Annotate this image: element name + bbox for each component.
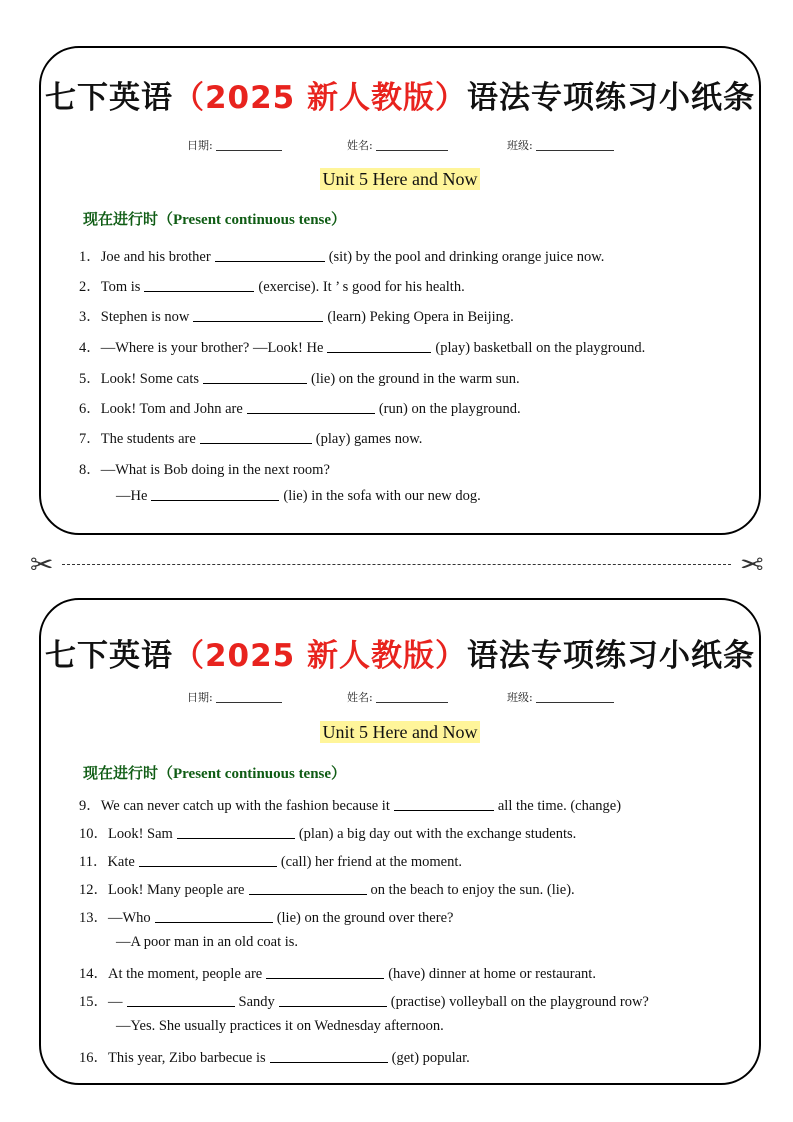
exercise-card-2	[39, 598, 761, 1085]
date-field	[187, 137, 282, 153]
question-15-reply: —Yes. She usually practices it on Wednesday afternoon.	[116, 1018, 444, 1034]
class-field	[507, 689, 614, 705]
answer-blank[interactable]	[279, 994, 387, 1007]
title-part1: 七下英语	[44, 80, 173, 116]
answer-blank[interactable]	[200, 431, 312, 444]
name-field	[347, 137, 448, 153]
question-14: 14．At the moment, people are (have) dinner at home or restaurant.	[79, 966, 596, 982]
question-8: 8．—What is Bob doing in the next room?	[79, 462, 330, 478]
name-field	[347, 689, 448, 705]
date-line[interactable]	[216, 692, 282, 703]
card-title	[41, 72, 759, 117]
answer-blank[interactable]	[266, 966, 384, 979]
question-7: 7．The students are (play) games now.	[79, 431, 423, 447]
question-11: 11．Kate (call) her friend at the moment.	[79, 854, 463, 870]
date-label: 日期:	[187, 139, 213, 152]
cut-line	[30, 549, 763, 581]
name-label: 姓名:	[347, 139, 373, 152]
answer-blank[interactable]	[249, 882, 367, 895]
date-line[interactable]	[216, 140, 282, 151]
answer-blank[interactable]	[270, 1050, 388, 1063]
question-8-reply: —He (lie) in the sofa with our new dog.	[116, 488, 481, 504]
exercise-card-1	[39, 46, 761, 535]
question-10: 10．Look! Sam (plan) a big day out with the exchange students.	[79, 826, 577, 842]
date-field	[187, 689, 282, 705]
answer-blank[interactable]	[177, 826, 295, 839]
scissors-icon: ✂	[30, 548, 54, 581]
question-9: 9．We can never catch up with the fashion because it all the time. (change)	[79, 798, 622, 814]
answer-blank[interactable]	[327, 340, 431, 353]
title-edition: （2025 新人教版）	[172, 80, 468, 116]
class-label: 班级:	[507, 139, 533, 152]
date-label: 日期:	[187, 691, 213, 704]
class-label: 班级:	[507, 691, 533, 704]
dashed-line	[62, 564, 731, 565]
question-5: 5．Look! Some cats (lie) on the ground in the warm sun.	[79, 371, 520, 387]
question-12: 12．Look! Many people are on the beach to enjoy the sun. (lie).	[79, 882, 575, 898]
class-line[interactable]	[536, 692, 614, 703]
unit-title: Unit 5 Here and Now	[41, 722, 759, 743]
unit-title: Unit 5 Here and Now	[41, 169, 759, 190]
answer-blank[interactable]	[394, 798, 494, 811]
title-part2: 语法专项练习小纸条	[467, 638, 756, 674]
question-2: 2．Tom is (exercise). It ’ s good for his health.	[79, 279, 465, 295]
answer-blank[interactable]	[127, 994, 235, 1007]
question-4: 4．—Where is your brother? —Look! He (play) basketball on the playground.	[79, 340, 646, 356]
question-13-reply: —A poor man in an old coat is.	[116, 934, 299, 950]
name-label: 姓名:	[347, 691, 373, 704]
answer-blank[interactable]	[215, 249, 325, 262]
title-part2: 语法专项练习小纸条	[467, 80, 756, 116]
question-3: 3．Stephen is now (learn) Peking Opera in Beijing.	[79, 309, 514, 325]
answer-blank[interactable]	[247, 401, 375, 414]
title-part1: 七下英语	[44, 638, 173, 674]
question-6: 6．Look! Tom and John are (run) on the playground.	[79, 401, 521, 417]
answer-blank[interactable]	[151, 488, 279, 501]
answer-blank[interactable]	[139, 854, 277, 867]
answer-blank[interactable]	[144, 279, 254, 292]
answer-blank[interactable]	[193, 309, 323, 322]
title-edition: （2025 新人教版）	[172, 638, 468, 674]
question-13: 13．—Who (lie) on the ground over there?	[79, 910, 454, 926]
answer-blank[interactable]	[155, 910, 273, 923]
class-line[interactable]	[536, 140, 614, 151]
question-16: 16．This year, Zibo barbecue is (get) popular.	[79, 1050, 470, 1066]
name-line[interactable]	[376, 692, 448, 703]
scissors-icon: ✂	[739, 548, 763, 581]
answer-blank[interactable]	[203, 371, 307, 384]
tense-label: 现在进行时（Present continuous tense）	[83, 212, 347, 228]
class-field	[507, 137, 614, 153]
name-line[interactable]	[376, 140, 448, 151]
question-1: 1．Joe and his brother (sit) by the pool and drinking orange juice now.	[79, 249, 605, 265]
card-title	[41, 630, 759, 675]
question-15: 15．— Sandy (practise) volleyball on the playground row?	[79, 994, 649, 1010]
tense-label: 现在进行时（Present continuous tense）	[83, 766, 347, 782]
